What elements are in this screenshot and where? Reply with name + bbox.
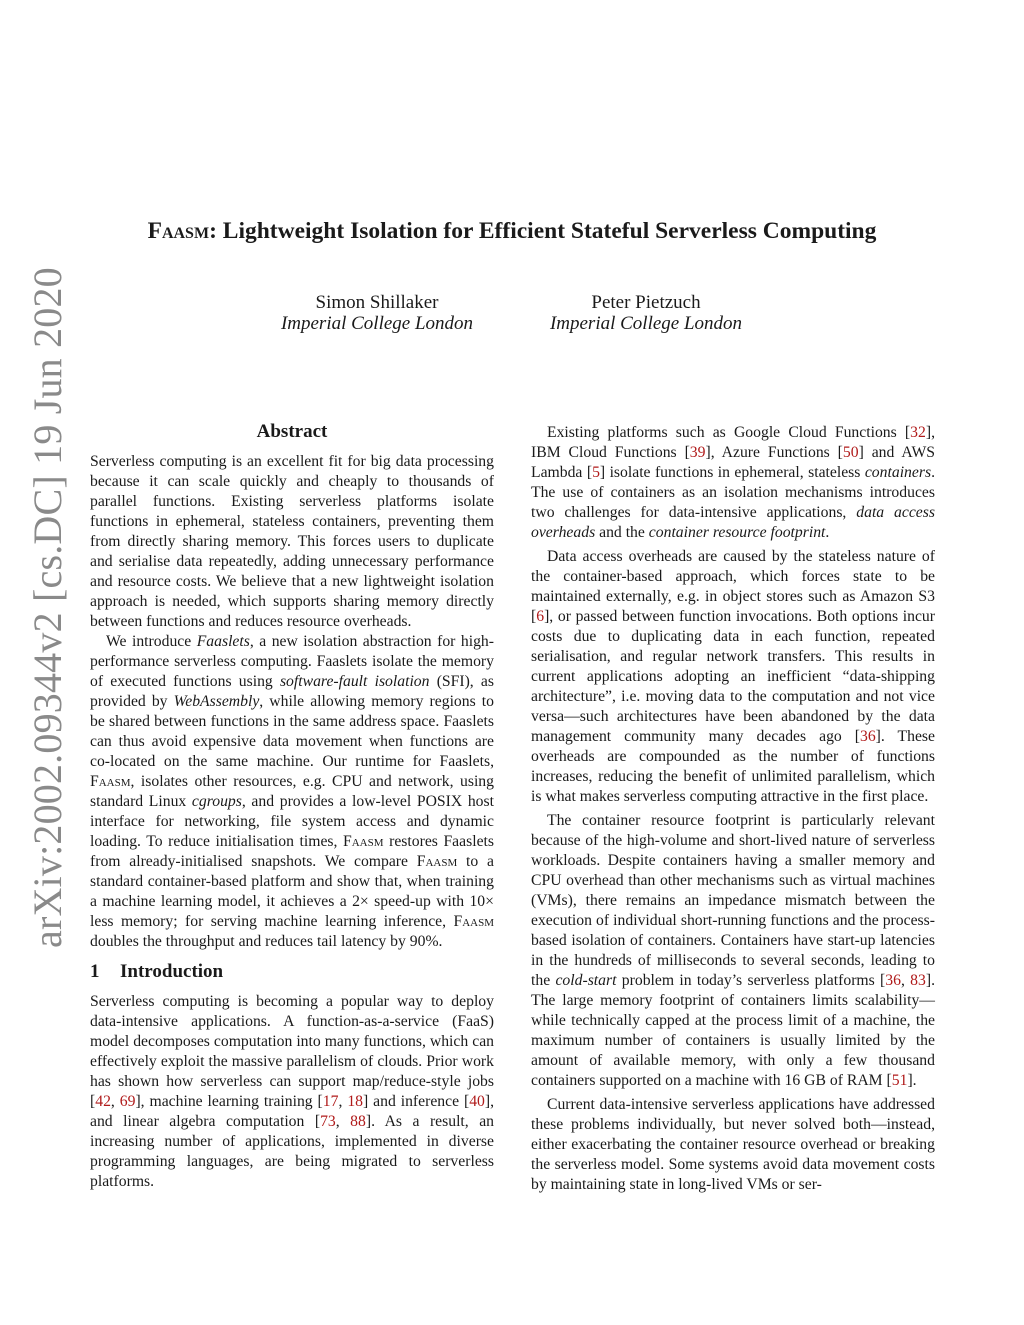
citation-link[interactable]: 51	[891, 1072, 908, 1089]
abstract-paragraph-1: Serverless computing is an excellent fit for big data processing because it can scale quickly and cheaply to thousands of parallel functions. Existing serverless platforms isolate functions in ephemeral, stateless containers, preventing them from directly sharing memory. This forces users to duplicate and serialise data repeatedly, adding unnecessary performance and resource costs. We believe that a new lightweight isolation approach is needed, which supports sharing memory directly between functions and reduces resource overheads.	[90, 453, 494, 630]
data-access-overheads-term: data access overheads	[531, 504, 935, 541]
intro-paragraph-2: Existing platforms such as Google Cloud Functions [32], IBM Cloud Functions [39], Azure Functions [50] and AWS Lambda [5] isolate functions in ephemeral, stateless containers. The use of containers as an isolation mechanisms introduces two challenges for data-intensive applications, data access overheads and the container resource footprint.	[531, 424, 935, 541]
section-title: Introduction	[120, 961, 224, 982]
sfi-term: software-fault isolation	[279, 673, 430, 690]
author-affiliation: Imperial College London	[280, 313, 474, 334]
system-name: Faasm	[147, 218, 210, 244]
citation-link[interactable]: 69	[119, 1093, 136, 1110]
author-affiliation: Imperial College London	[549, 313, 743, 334]
citation-link[interactable]: 6	[536, 608, 545, 625]
citation-link[interactable]: 17	[322, 1093, 339, 1110]
citation-link[interactable]: 5	[592, 464, 600, 481]
author-name: Simon Shillaker	[315, 292, 439, 313]
citation-link[interactable]: 73	[320, 1113, 336, 1130]
section-number: 1	[90, 961, 100, 982]
right-column	[531, 423, 935, 1195]
citation-link[interactable]: 83	[910, 972, 926, 989]
abstract-paragraph-2: We introduce Faaslets, a new isolation abstraction for high-performance serverless computing. Faaslets isolate the memory of executed functions using software-fault isolation (SFI), as provided by WebAssembly, while allowing memory regions to be shared between functions in the same address space. Faaslets can thus avoid expensive data movement when functions are co-located on the same machine. Our runtime for Faaslets, Faasm, isolates other resources, e.g. CPU and network, using standard Linux cgroups, and provides a low-level POSIX host interface for networking, file system access and dynamic loading. To reduce initialisation times, Faasm restores Faaslets from already-initialised snapshots. We compare Faasm to a standard container-based platform and show that, when training a machine learning model, it achieves a 2× speed-up with 10× less memory; for serving machine learning inference, Faasm doubles the throughput and reduces tail latency by 90%.	[90, 633, 495, 950]
section-heading-introduction	[90, 960, 494, 984]
cgroups-term: cgroups	[191, 793, 242, 810]
citation-link[interactable]: 18	[347, 1093, 364, 1110]
intro-paragraph-5: Current data-intensive serverless applications have addressed these problems individually, but never solved both—instead, either exacerbating the container resource overhead or breaking the serverless model. Some systems avoid data movement costs by maintaining state in long-lived VMs or ser-	[531, 1096, 935, 1193]
container-resource-footprint-term: container resource footprint	[648, 524, 826, 541]
author-1	[236, 292, 518, 334]
arxiv-identifier: arXiv:2002.09344v2 [cs.DC] 19 Jun 2020	[25, 267, 70, 948]
intro-paragraph-4: The container resource footprint is particularly relevant because of the high-volume and short-lived nature of serverless workloads. Despite containers having a smaller memory and CPU overhead than other mechanisms such as virtual machines (VMs), there remains an impedance mismatch between the execution of individual short-running functions and the process-based isolation of containers. Containers have start-up latencies in the hundreds of milliseconds to several seconds, leading to the cold-start problem in today’s serverless platforms [36, 83]. The large memory footprint of containers limits scalability—while technically capped at the process limit of a machine, the maximum number of containers is usually limited by the amount of available memory, with only a few thousand containers supported on a machine with 16 GB of RAM [51].	[531, 812, 936, 1089]
citation-link[interactable]: 42	[95, 1093, 111, 1110]
containers-term: containers	[864, 464, 932, 481]
author-2	[505, 292, 787, 334]
citation-link[interactable]: 32	[910, 424, 926, 441]
citation-link[interactable]: 50	[842, 444, 859, 461]
left-column	[90, 420, 494, 1192]
intro-paragraph-1: Serverless computing is becoming a popular way to deploy data-intensive applications. A function-as-a-service (FaaS) model decomposes computation into many functions, which can effectively exploit the massive parallelism of clouds. Prior work has shown how serverless can support map/reduce-style jobs [42, 69], machine learning training [17, 18] and inference [40], and linear algebra computation [73, 88]. As a result, an increasing number of applications, implemented in diverse programming languages, are being migrated to serverless platforms.	[90, 993, 495, 1190]
cold-start-term: cold-start	[555, 972, 617, 989]
paper-title	[60, 218, 964, 245]
webassembly-term: WebAssembly	[173, 693, 260, 710]
abstract-heading: Abstract	[256, 421, 328, 442]
citation-link[interactable]: 88	[350, 1113, 366, 1130]
citation-link[interactable]: 36	[859, 728, 876, 745]
intro-paragraph-3: Data access overheads are caused by the stateless nature of the container-based approach, which forces state to be maintained externally, e.g. in object stores such as Amazon S3 [6], or passed between function invocations. Both options incur costs due to duplicating data in each function, repeated serialisation, and regular network transfers. This results in current applications adopting an inefficient “data-shipping architecture”, i.e. moving data to the computation and not vice versa—such architectures have been abandoned by the data management community many decades ago [36]. These overheads are compounded as the number of functions increases, reducing the benefit of unlimited parallelism, which is what makes serverless computing attractive in the first place.	[531, 548, 935, 805]
faaslets-term: Faaslets	[196, 633, 250, 650]
citation-link[interactable]: 36	[885, 972, 901, 989]
title-rest: : Lightweight Isolation for Efficient Stateful Serverless Computing	[209, 218, 877, 244]
citation-link[interactable]: 39	[689, 444, 706, 461]
author-name: Peter Pietzuch	[591, 292, 701, 313]
citation-link[interactable]: 40	[469, 1093, 485, 1110]
author-block	[0, 292, 1024, 342]
